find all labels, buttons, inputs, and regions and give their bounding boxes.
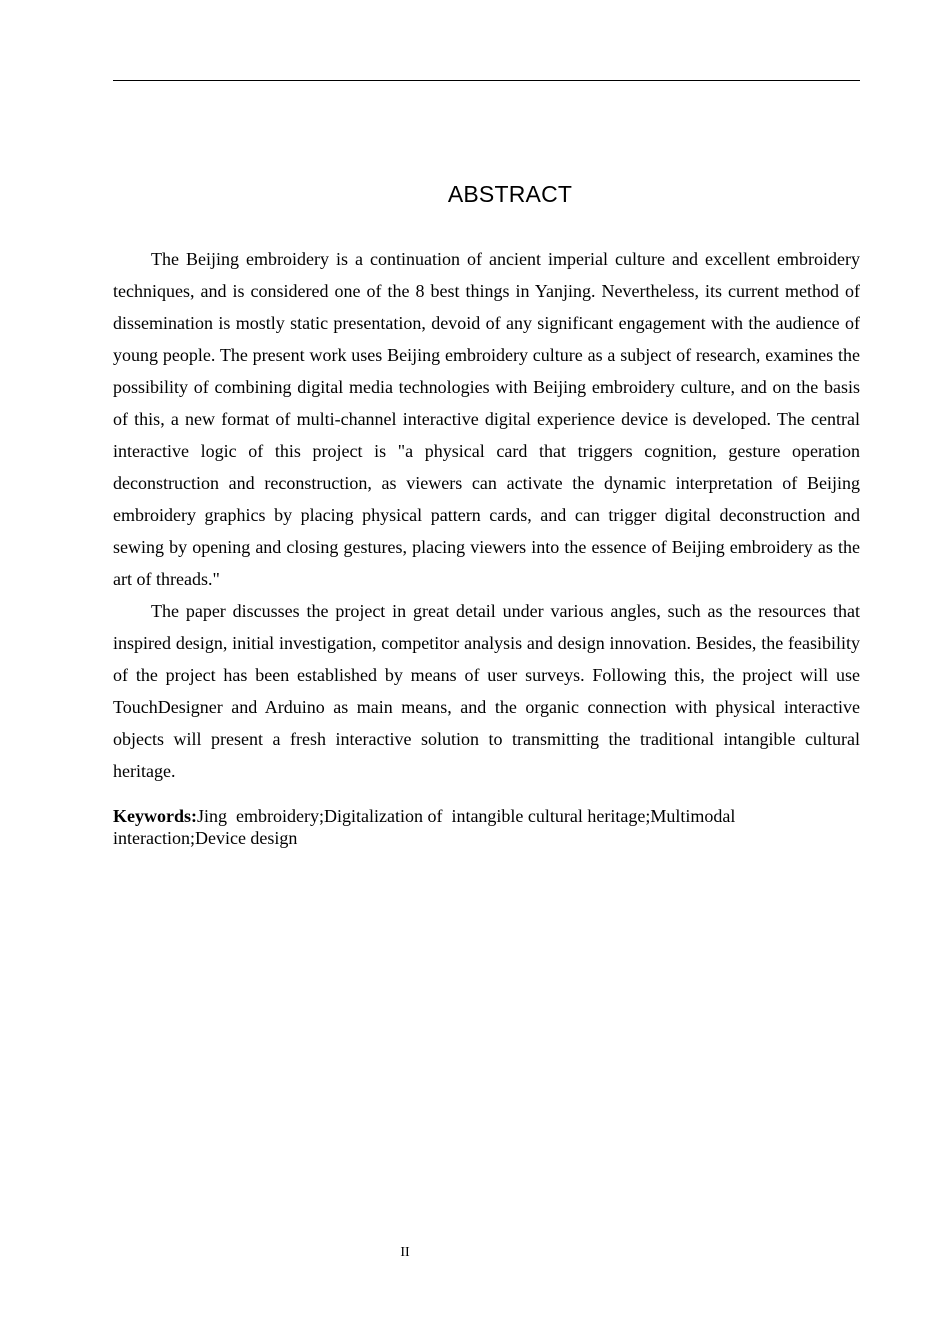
keywords-label: Keywords: [113, 806, 197, 826]
header-rule [113, 80, 860, 81]
page-title: ABSTRACT [447, 181, 573, 207]
page-number: II [400, 1245, 410, 1260]
keywords-text: Jing embroidery;Digitalization of intangible cultural heritage;Multimodal interaction;Device design [113, 806, 740, 848]
abstract-body [113, 243, 860, 787]
abstract-paragraph-1: The Beijing embroidery is a continuation of ancient imperial culture and excellent embroidery techniques, and is considered one of the 8 best things in Yanjing. Nevertheless, its current method of dissemination is mostly static presentation, devoid of any significant engagement with the audience of young people. The present work uses Beijing embroidery culture as a subject of research, examines the possibility of combining digital media technologies with Beijing embroidery culture, and on the basis of this, a new format of multi-channel interactive digital experience device is developed. The central interactive logic of this project is "a physical card that triggers cognition, gesture operation deconstruction and reconstruction, as viewers can activate the dynamic interpretation of Beijing embroidery graphics by placing physical pattern cards, and can trigger digital deconstruction and sewing by opening and closing gestures, placing viewers into the essence of Beijing embroidery as the art of threads." [113, 249, 860, 589]
abstract-paragraph-2: The paper discusses the project in great detail under various angles, such as the resources that inspired design, initial investigation, competitor analysis and design innovation. Besides, the feasibility of the project has been established by means of user surveys. Following this, the project will use TouchDesigner and Arduino as main means, and the organic connection with physical interactive objects will present a fresh interactive solution to transmitting the traditional intangible cultural heritage. [113, 601, 860, 781]
keywords-line [113, 805, 860, 849]
